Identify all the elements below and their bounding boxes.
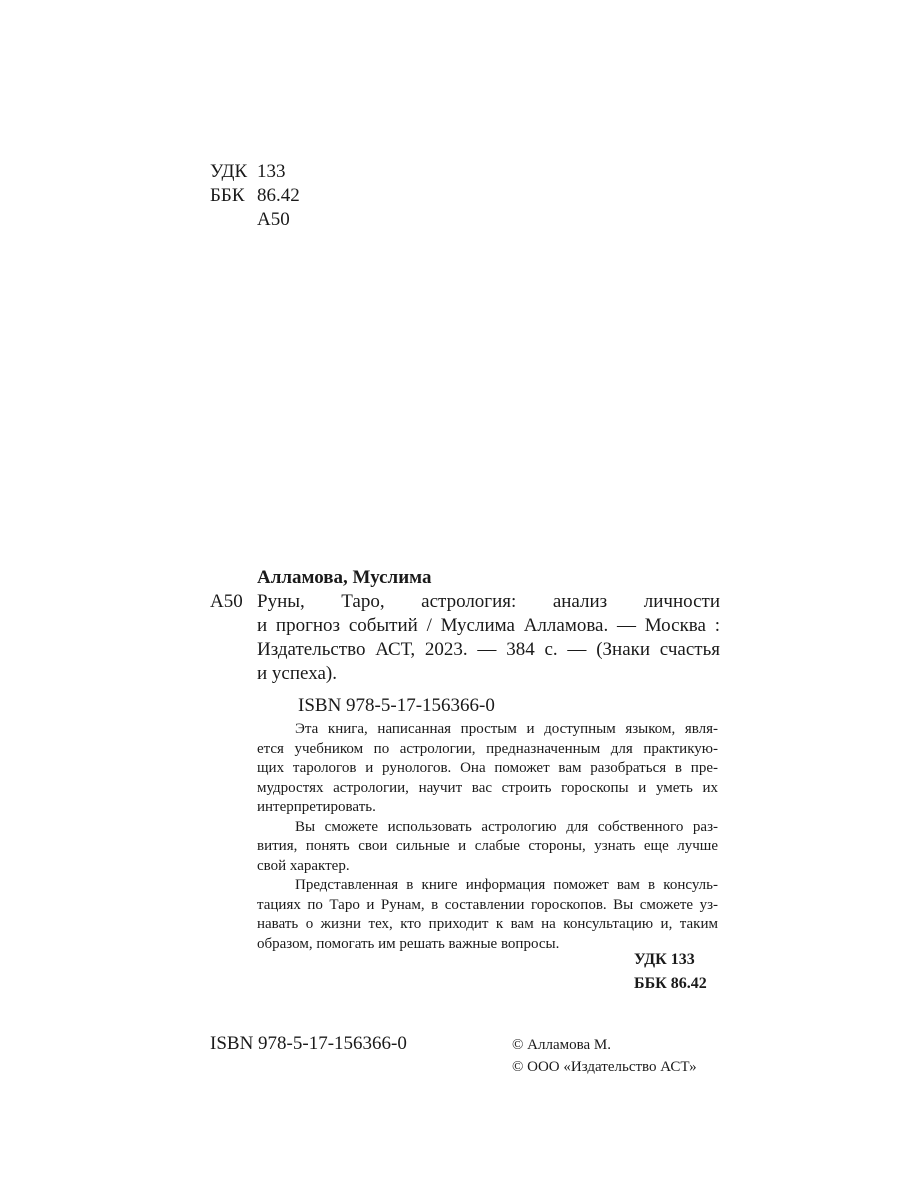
annotation-line: образом, помогать им решать важные вопросы. bbox=[257, 935, 560, 952]
entry-description-line: и прогноз событий / Муслима Алламова. — Москва : bbox=[257, 615, 720, 636]
annotation-line: вития, понять свои сильные и слабые стороны, узнать еще лучше bbox=[257, 838, 718, 854]
cutter-code-top: А50 bbox=[257, 209, 290, 230]
bbk-value: 86.42 bbox=[257, 185, 300, 206]
entry-description-line: Издательство АСТ, 2023. — 384 с. — (Знаки счастья bbox=[257, 639, 720, 660]
udk-row bbox=[210, 160, 300, 184]
bbk-row bbox=[210, 184, 300, 208]
annotation-line: навать о жизни тех, кто приходит к вам на консультацию и, таким bbox=[257, 916, 718, 932]
entry-description-line: и успеха). bbox=[257, 663, 337, 684]
copyright-publisher: © ООО «Издательство АСТ» bbox=[512, 1059, 697, 1075]
cutter-row bbox=[210, 208, 300, 232]
annotation-line: ется учебником по астрологии, предназначенным для практикую- bbox=[257, 740, 718, 757]
annotation-paragraph-1 bbox=[257, 720, 718, 818]
entry-author: Алламова, Муслима bbox=[257, 567, 432, 588]
classification-codes-top bbox=[210, 160, 300, 232]
entry-description-line: Руны, Таро, астрология: анализ личности bbox=[257, 591, 720, 612]
annotation-line: щих тарологов и рунологов. Она поможет вам разобраться в пре- bbox=[257, 760, 718, 776]
annotation-line: мудростях астрологии, научит вас строить гороскопы и уметь их bbox=[257, 779, 718, 796]
entry-isbn: ISBN 978-5-17-156366-0 bbox=[298, 695, 495, 716]
annotation-line: Представленная в книге информация поможет вам в консуль- bbox=[295, 877, 718, 893]
annotation-line: тациях по Таро и Рунам, в составлении гороскопов. Вы сможете уз- bbox=[257, 896, 718, 913]
entry-cutter: А50 bbox=[210, 591, 243, 612]
bbk-code-bottom: ББК 86.42 bbox=[634, 975, 707, 992]
copyright-notices bbox=[512, 1034, 697, 1078]
udk-value: 133 bbox=[257, 161, 286, 182]
isbn-bottom: ISBN 978-5-17-156366-0 bbox=[210, 1033, 407, 1054]
annotation-line: свой характер. bbox=[257, 857, 350, 874]
annotation-line: Вы сможете использовать астрологию для собственного раз- bbox=[295, 818, 718, 835]
annotation bbox=[257, 720, 718, 954]
udk-label: УДК bbox=[210, 161, 248, 182]
classification-codes-bottom bbox=[634, 948, 707, 996]
bibliographic-entry bbox=[210, 566, 720, 718]
annotation-line: интерпретировать. bbox=[257, 799, 376, 815]
bbk-label: ББК bbox=[210, 185, 245, 206]
annotation-paragraph-2 bbox=[257, 818, 718, 877]
entry-description bbox=[257, 590, 720, 686]
udk-code-bottom: УДК 133 bbox=[634, 951, 695, 968]
copyright-author: © Алламова М. bbox=[512, 1037, 611, 1053]
annotation-line: Эта книга, написанная простым и доступным языком, явля- bbox=[295, 721, 718, 737]
entry-body bbox=[210, 590, 720, 686]
annotation-paragraph-3 bbox=[257, 876, 718, 954]
